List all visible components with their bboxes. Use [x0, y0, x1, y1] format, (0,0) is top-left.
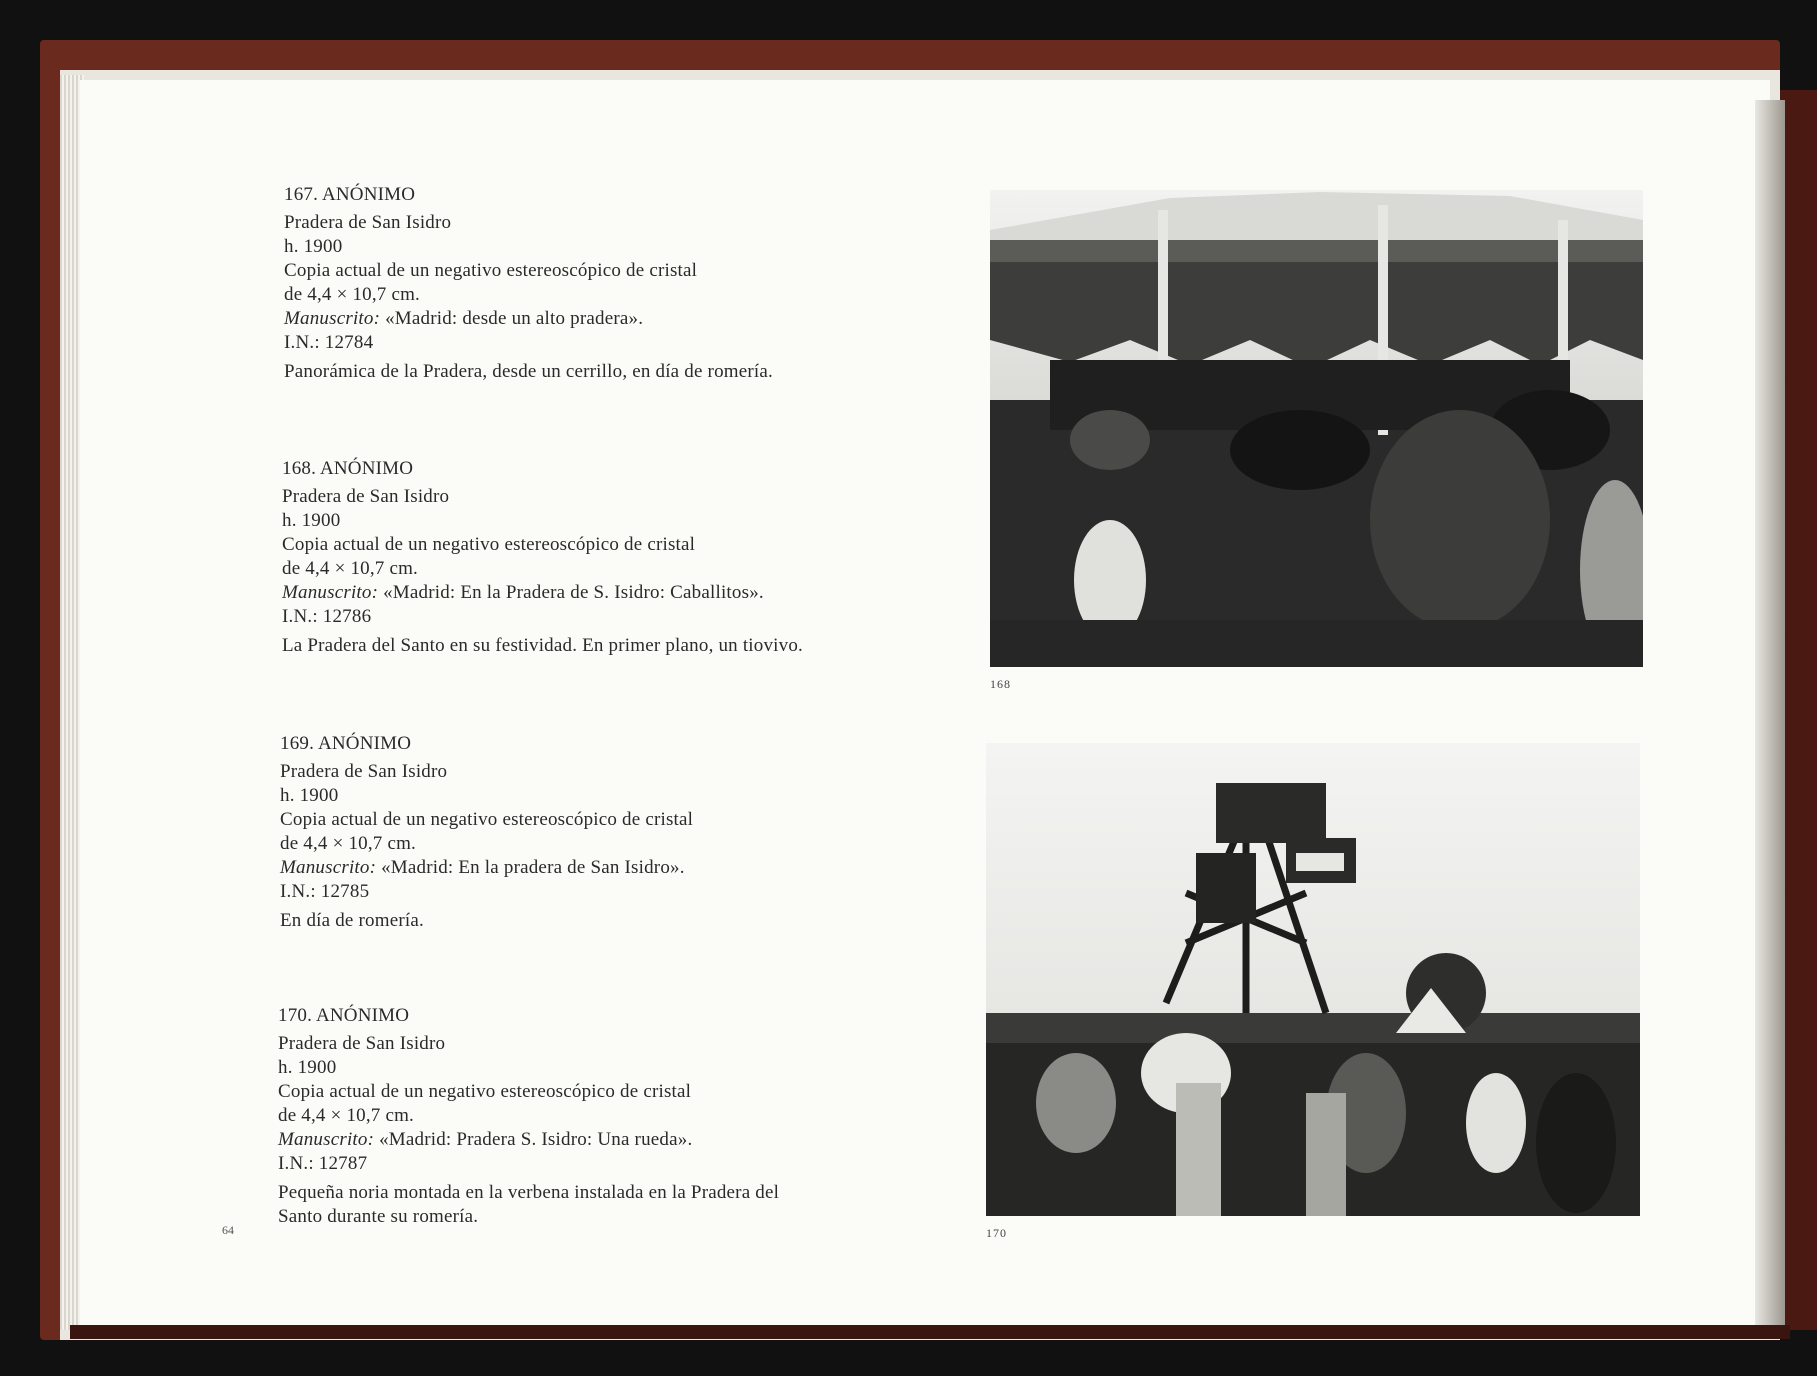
- entry-dimensions: de 4,4 × 10,7 cm.: [280, 833, 417, 854]
- catalog-entry-167: [284, 183, 773, 384]
- entry-title: Pradera de San Isidro: [280, 761, 448, 782]
- entry-technique: Copia actual de un negativo estereoscópico de cristal: [282, 534, 696, 555]
- entry-date: h. 1900: [280, 785, 339, 806]
- photo-caption-170: 170: [986, 1226, 1007, 1240]
- catalog-entry-170: [278, 1004, 779, 1229]
- entry-technique: Copia actual de un negativo estereoscópico de cristal: [284, 260, 698, 281]
- entry-description: Panorámica de la Pradera, desde un cerrillo, en día de romería.: [284, 361, 773, 382]
- entry-heading: 168. ANÓNIMO: [282, 458, 414, 479]
- manuscript-label: Manuscrito:: [284, 308, 381, 329]
- entry-inventory: I.N.: 12786: [282, 606, 372, 627]
- entry-description-cont: Santo durante su romería.: [278, 1206, 479, 1227]
- manuscript-label: Manuscrito:: [282, 582, 379, 603]
- entry-technique: Copia actual de un negativo estereoscópico de cristal: [280, 809, 694, 830]
- entry-heading: 170. ANÓNIMO: [278, 1005, 410, 1026]
- entry-heading: 167. ANÓNIMO: [284, 184, 416, 205]
- entry-manuscript: [282, 581, 803, 605]
- entry-manuscript: [278, 1128, 779, 1152]
- entry-dimensions: de 4,4 × 10,7 cm.: [282, 558, 419, 579]
- entry-inventory: I.N.: 12785: [280, 881, 370, 902]
- page-number: 64: [222, 1223, 234, 1237]
- entry-inventory: I.N.: 12787: [278, 1153, 368, 1174]
- entry-inventory: I.N.: 12784: [284, 332, 374, 353]
- book-bottom-edge: [70, 1325, 1790, 1339]
- ferris-wheel-photo-graphic: [986, 743, 1640, 1216]
- entry-title: Pradera de San Isidro: [278, 1033, 446, 1054]
- entry-heading: 169. ANÓNIMO: [280, 733, 412, 754]
- gutter-shadow: [1755, 100, 1785, 1330]
- entry-manuscript: [280, 856, 693, 880]
- photo-170-ferris-wheel: [986, 743, 1640, 1216]
- entry-title: Pradera de San Isidro: [282, 486, 450, 507]
- manuscript-text: «Madrid: desde un alto pradera».: [385, 308, 644, 329]
- entry-date: h. 1900: [278, 1057, 337, 1078]
- manuscript-text: «Madrid: Pradera S. Isidro: Una rueda».: [379, 1129, 693, 1150]
- entry-title: Pradera de San Isidro: [284, 212, 452, 233]
- photo-168-carousel: [990, 190, 1643, 667]
- entry-description: Pequeña noria montada en la verbena instalada en la Pradera del: [278, 1182, 780, 1203]
- entry-description: La Pradera del Santo en su festividad. En primer plano, un tiovivo.: [282, 635, 804, 656]
- catalog-entry-169: [280, 732, 693, 933]
- entry-description: En día de romería.: [280, 910, 424, 931]
- manuscript-label: Manuscrito:: [278, 1129, 375, 1150]
- entry-dimensions: de 4,4 × 10,7 cm.: [278, 1105, 415, 1126]
- catalog-entry-168: [282, 457, 803, 658]
- photo-caption-168: 168: [990, 677, 1011, 691]
- manuscript-text: «Madrid: En la Pradera de S. Isidro: Caballitos».: [383, 582, 764, 603]
- entry-date: h. 1900: [284, 236, 343, 257]
- entry-technique: Copia actual de un negativo estereoscópico de cristal: [278, 1081, 692, 1102]
- manuscript-label: Manuscrito:: [280, 857, 377, 878]
- carousel-photo-graphic: [990, 190, 1643, 667]
- entry-manuscript: [284, 307, 773, 331]
- entry-date: h. 1900: [282, 510, 341, 531]
- manuscript-text: «Madrid: En la pradera de San Isidro».: [381, 857, 685, 878]
- entry-dimensions: de 4,4 × 10,7 cm.: [284, 284, 421, 305]
